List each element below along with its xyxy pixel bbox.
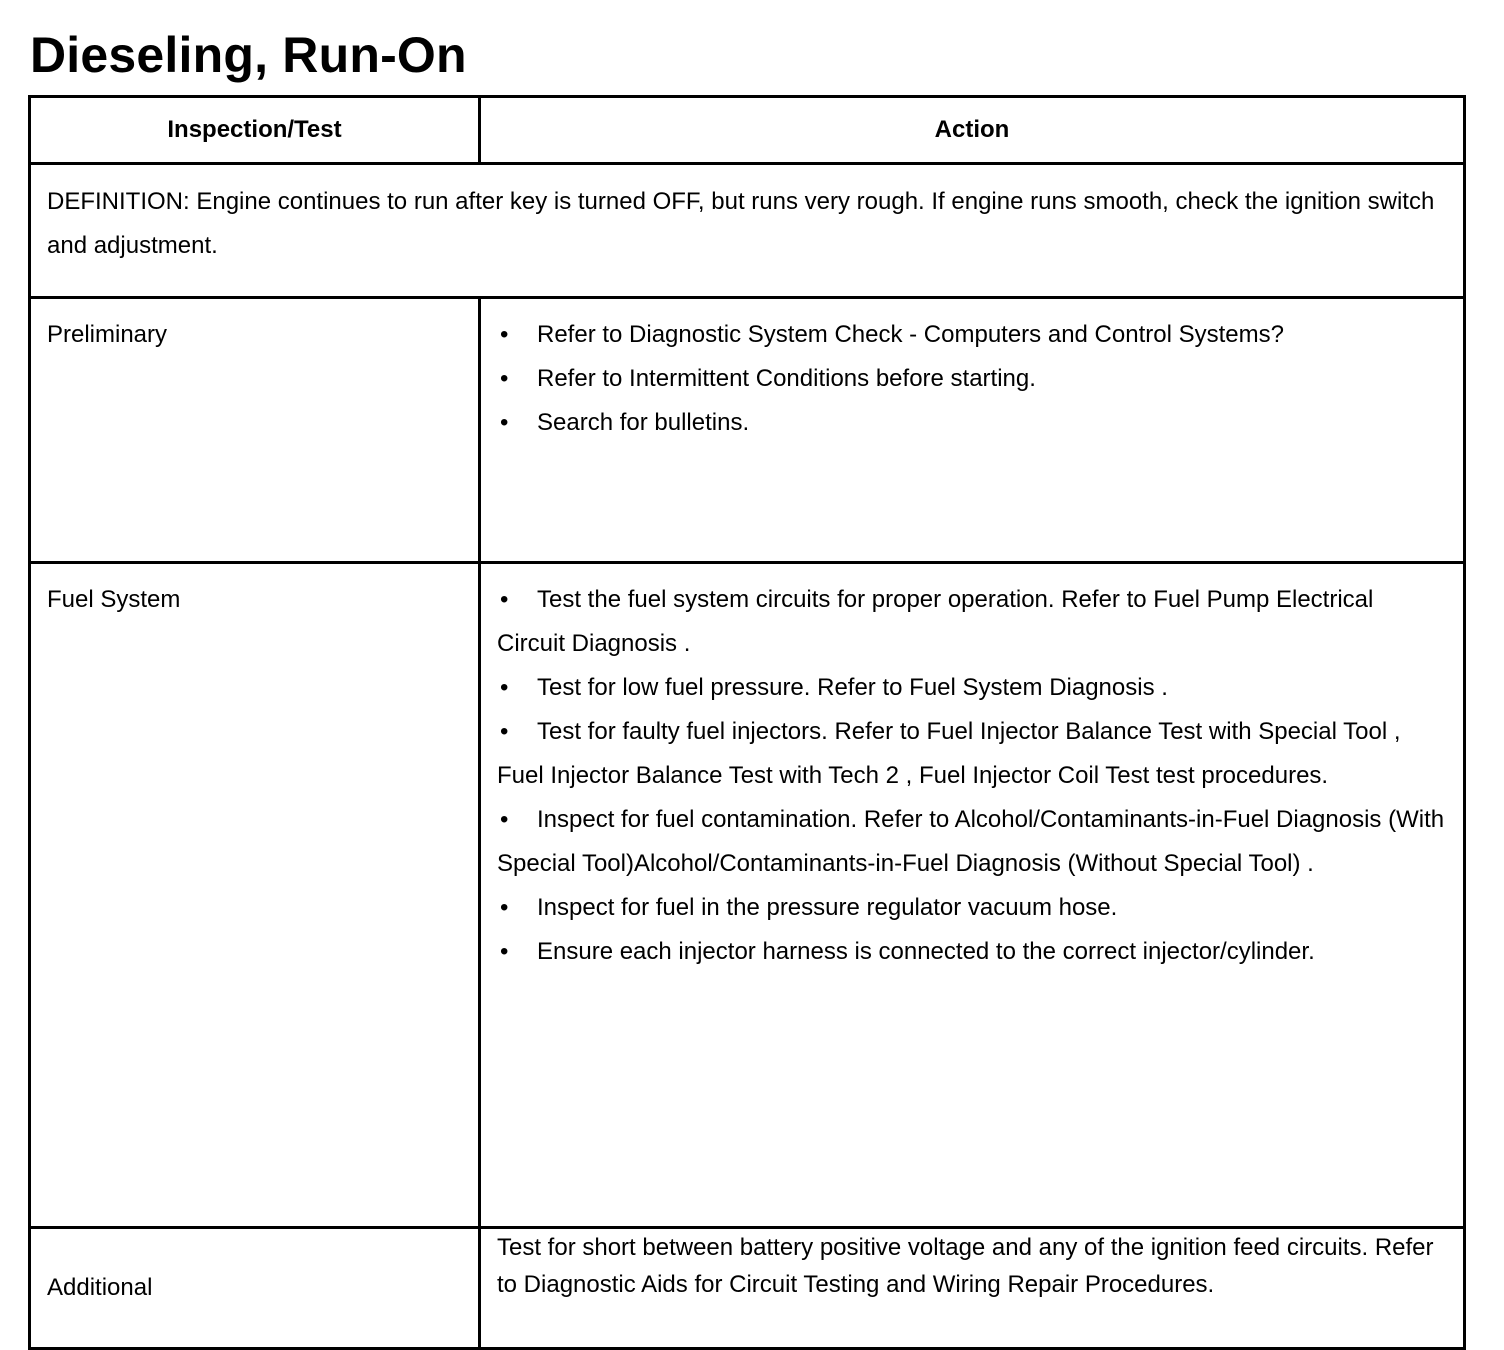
diagnostic-table: [28, 95, 1466, 1350]
page-title: Dieseling, Run-On: [30, 27, 467, 83]
list-item-text: Refer to Diagnostic System Check - Computers and Control Systems?: [537, 321, 1284, 348]
table-row: [30, 563, 1465, 1228]
row-label-preliminary: Preliminary: [30, 298, 480, 563]
bullet-icon: •: [500, 894, 509, 921]
bullet-icon: •: [500, 409, 509, 436]
list-item: [497, 578, 1447, 666]
bullet-icon: •: [500, 718, 509, 745]
row-label-additional: Additional: [30, 1228, 480, 1349]
header-inspection-test: Inspection/Test: [30, 97, 480, 164]
table-row: [30, 298, 1465, 563]
list-item: [497, 886, 1447, 930]
list-item: [497, 313, 1447, 357]
row-action-preliminary: [480, 298, 1465, 563]
list-item-text: Test the fuel system circuits for proper operation. Refer to Fuel Pump Electrical Circuit Diagnosis .: [497, 586, 1374, 657]
bullet-list: [497, 313, 1447, 445]
definition-text: DEFINITION: Engine continues to run after key is turned OFF, but runs very rough. If engine runs smooth, check the ignition switch and adjustment.: [30, 164, 1465, 298]
list-item: [497, 401, 1447, 445]
list-item-text: Inspect for fuel in the pressure regulator vacuum hose.: [537, 894, 1118, 921]
bullet-list: [497, 578, 1447, 974]
list-item-text: Inspect for fuel contamination. Refer to Alcohol/Contaminants-in-Fuel Diagnosis (With Special Tool)Alcohol/Contaminants-in-Fuel Diagnosis (Without Special Tool) .: [497, 806, 1445, 877]
bullet-icon: •: [500, 806, 509, 833]
list-item: [497, 930, 1447, 974]
header-action: Action: [480, 97, 1465, 164]
list-item-text: Search for bulletins.: [537, 409, 750, 436]
list-item: [497, 357, 1447, 401]
definition-row: [30, 164, 1465, 298]
bullet-icon: •: [500, 586, 509, 613]
list-item-text: Test for low fuel pressure. Refer to Fuel System Diagnosis .: [537, 674, 1168, 701]
list-item: [497, 710, 1447, 798]
list-item-text: Test for faulty fuel injectors. Refer to Fuel Injector Balance Test with Special Tool , Fuel Injector Balance Test with Tech 2 , Fuel Injector Coil Test test procedures.: [497, 718, 1401, 789]
row-action-fuel-system: [480, 563, 1465, 1228]
bullet-icon: •: [500, 938, 509, 965]
bullet-icon: •: [500, 365, 509, 392]
list-item: [497, 798, 1447, 886]
bullet-icon: •: [500, 674, 509, 701]
bullet-icon: •: [500, 321, 509, 348]
list-item-text: Refer to Intermittent Conditions before starting.: [537, 365, 1036, 392]
row-action-additional: Test for short between battery positive voltage and any of the ignition feed circuits. Refer to Diagnostic Aids for Circuit Testing and Wiring Repair Procedures.: [480, 1228, 1465, 1349]
list-item-text: Ensure each injector harness is connected to the correct injector/cylinder.: [537, 938, 1315, 965]
list-item: [497, 666, 1447, 710]
table-row: [30, 1228, 1465, 1349]
table-header-row: [30, 97, 1465, 164]
row-label-fuel-system: Fuel System: [30, 563, 480, 1228]
